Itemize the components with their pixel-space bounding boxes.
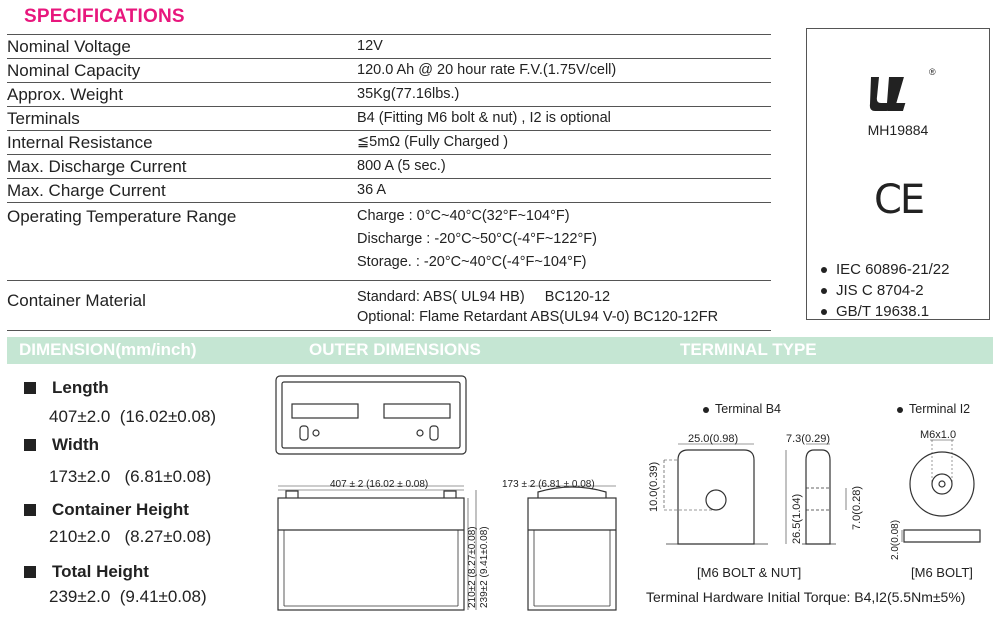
square-bullet-icon (24, 439, 36, 451)
standard-text: JIS C 8704-2 (836, 282, 924, 299)
spec-row (7, 107, 771, 131)
terminal-i2-title: Terminal I2 (897, 402, 970, 416)
spec-row (7, 83, 771, 107)
spec-label: Operating Temperature Range (7, 203, 357, 281)
ce-mark: CE (874, 177, 924, 223)
spec-value: 120.0 Ah @ 20 hour rate F.V.(1.75V/cell) (357, 59, 771, 83)
i2-caption: [M6 BOLT] (911, 565, 973, 580)
width-dim-label: 173 ± 2 (6.81 ± 0.08) (502, 479, 595, 490)
standard-item (821, 259, 949, 280)
spec-value: B4 (Fitting M6 bolt & nut) , I2 is optional (357, 107, 771, 131)
dim-label-container-height: Container Height (24, 500, 189, 520)
section-bar (7, 337, 993, 364)
torque-note: Terminal Hardware Initial Torque: B4,I2(5.5Nm±5%) (646, 589, 966, 605)
b4-width-label: 25.0(0.98) (688, 433, 739, 445)
spec-label: Nominal Capacity (7, 59, 357, 83)
b4-thickness-label: 7.3(0.29) (786, 433, 831, 445)
bullet-icon (821, 267, 827, 273)
outer-dimensions-heading: OUTER DIMENSIONS (309, 340, 481, 359)
i2-thread-label: M6x1.0 (920, 429, 957, 441)
dim-value-width: 173±2.0 (6.81±0.08) (49, 467, 212, 486)
terminal-drawings (636, 420, 996, 570)
spec-value: 35Kg(77.16lbs.) (357, 83, 771, 107)
spec-label: Internal Resistance (7, 131, 357, 155)
square-bullet-icon (24, 504, 36, 516)
standard-item (821, 301, 949, 322)
spec-value: 12V (357, 35, 771, 59)
ul-registered-mark: ® (929, 67, 936, 77)
b4-top-label: 10.0(0.39) (648, 461, 660, 512)
dim-value-length: 407±2.0 (16.02±0.08) (49, 407, 217, 426)
dim-value-container-height: 210±2.0 (8.27±0.08) (49, 527, 212, 546)
total-height-dim-label: 239±2 (9.41±0.08) (479, 526, 490, 608)
square-bullet-icon (24, 382, 36, 394)
temp-charge: Charge : 0°C~40°C(32°F~104°F) (357, 208, 570, 224)
spec-row (7, 59, 771, 83)
spec-label: Approx. Weight (7, 83, 357, 107)
spec-row (7, 203, 771, 281)
spec-value: ≦5mΩ (Fully Charged ) (357, 131, 771, 155)
spec-row (7, 155, 771, 179)
container-height-dim-label: 210±2 (8.27±0.08) (467, 526, 478, 608)
dim-value-total-height: 239±2.0 (9.41±0.08) (49, 587, 207, 606)
temp-discharge: Discharge : -20°C~50°C(-4°F~122°F) (357, 231, 597, 247)
spec-value-multi (357, 203, 771, 281)
square-bullet-icon (24, 566, 36, 578)
standard-text: GB/T 19638.1 (836, 303, 930, 320)
dimension-heading: DIMENSION(mm/inch) (19, 340, 197, 359)
b4-height-label: 26.5(1.04) (791, 493, 803, 544)
spec-row (7, 131, 771, 155)
dim-label-length: Length (24, 378, 109, 398)
outer-dimensions-drawing (270, 370, 620, 615)
spec-label: Terminals (7, 107, 357, 131)
terminal-type-heading: TERMINAL TYPE (680, 340, 817, 359)
spec-label: Max. Discharge Current (7, 155, 357, 179)
standard-item (821, 280, 949, 301)
spec-label: Container Material (7, 281, 357, 331)
spec-label: Nominal Voltage (7, 35, 357, 59)
bullet-icon (821, 309, 827, 315)
material-optional: Optional: Flame Retardant ABS(UL94 V-0) BC120-12FR (357, 309, 719, 325)
spec-value: 800 A (5 sec.) (357, 155, 771, 179)
spec-row (7, 281, 771, 331)
material-standard: Standard: ABS( UL94 HB) BC120-12 (357, 289, 611, 305)
bullet-icon (897, 407, 903, 413)
spec-value-multi (357, 281, 771, 331)
bullet-icon (703, 407, 709, 413)
spec-label: Max. Charge Current (7, 179, 357, 203)
ul-file-number: MH19884 (867, 122, 929, 138)
ul-recognized-icon (867, 71, 937, 115)
standards-list (821, 259, 949, 322)
i2-height-label: 2.0(0.08) (890, 519, 901, 560)
dim-label-total-height: Total Height (24, 562, 149, 582)
specifications-table (7, 34, 771, 331)
spec-value: 36 A (357, 179, 771, 203)
temp-storage: Storage. : -20°C~40°C(-4°F~104°F) (357, 254, 587, 270)
specifications-title: SPECIFICATIONS (24, 6, 185, 27)
b4-caption: [M6 BOLT & NUT] (697, 565, 802, 580)
certification-box (806, 28, 990, 320)
spec-row (7, 179, 771, 203)
bullet-icon (821, 288, 827, 294)
dim-label-width: Width (24, 435, 99, 455)
ul-logo (867, 67, 937, 120)
length-dim-label: 407 ± 2 (16.02 ± 0.08) (330, 479, 429, 490)
b4-side-label: 7.0(0.28) (851, 485, 863, 530)
terminal-b4-title: Terminal B4 (703, 402, 781, 416)
spec-row (7, 35, 771, 59)
standard-text: IEC 60896-21/22 (836, 261, 950, 278)
